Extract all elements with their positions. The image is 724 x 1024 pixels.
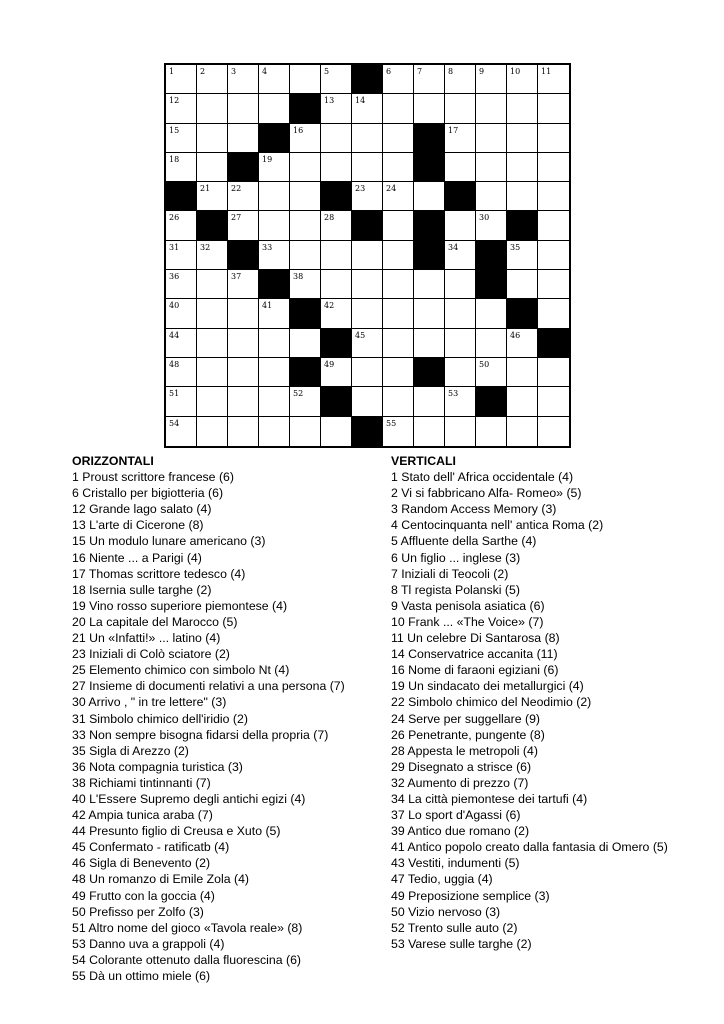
black-square bbox=[352, 65, 383, 94]
black-square bbox=[197, 211, 228, 240]
crossword-cell[interactable] bbox=[383, 241, 414, 270]
crossword-cell[interactable] bbox=[290, 417, 321, 446]
crossword-cell[interactable] bbox=[352, 94, 383, 123]
cell-number: 33 bbox=[262, 242, 273, 252]
down-clue: 39 Antico due romano (2) bbox=[391, 824, 530, 839]
crossword-cell[interactable] bbox=[352, 329, 383, 358]
cell-number: 52 bbox=[293, 389, 304, 399]
cell-number: 51 bbox=[169, 389, 180, 399]
crossword-cell[interactable] bbox=[228, 417, 259, 446]
down-clue: 8 Tl regista Polanski (5) bbox=[391, 582, 520, 597]
crossword-cell[interactable] bbox=[476, 182, 507, 211]
crossword-cell[interactable] bbox=[321, 417, 352, 446]
black-square bbox=[414, 241, 445, 270]
across-clue: 23 Iniziali di Colò sciatore (2) bbox=[72, 647, 230, 662]
crossword-cell[interactable] bbox=[228, 182, 259, 211]
crossword-cell[interactable] bbox=[445, 124, 476, 153]
across-clue: 38 Richiami tintinnanti (7) bbox=[72, 775, 211, 790]
crossword-cell[interactable] bbox=[228, 329, 259, 358]
crossword-cell[interactable] bbox=[445, 241, 476, 270]
across-clue: 27 Insieme di documenti relativi a una persona (7) bbox=[72, 679, 345, 694]
cell-number: 46 bbox=[510, 330, 521, 340]
crossword-cell[interactable] bbox=[197, 270, 228, 299]
crossword-cell[interactable] bbox=[259, 211, 290, 240]
crossword-cell[interactable] bbox=[197, 94, 228, 123]
crossword-cell[interactable] bbox=[445, 387, 476, 416]
black-square bbox=[507, 211, 538, 240]
down-clue: 52 Trento sulle auto (2) bbox=[391, 920, 518, 935]
black-square bbox=[352, 211, 383, 240]
cell-number: 44 bbox=[169, 330, 180, 340]
crossword-cell[interactable] bbox=[321, 94, 352, 123]
across-clue: 46 Sigla di Benevento (2) bbox=[72, 856, 211, 871]
crossword-cell[interactable] bbox=[414, 94, 445, 123]
crossword-cell[interactable] bbox=[383, 124, 414, 153]
crossword-cell[interactable] bbox=[321, 65, 352, 94]
crossword-cell[interactable] bbox=[507, 182, 538, 211]
across-clue: 44 Presunto figlio di Creusa e Xuto (5) bbox=[72, 824, 281, 839]
crossword-cell[interactable] bbox=[197, 299, 228, 328]
crossword-cell[interactable] bbox=[259, 299, 290, 328]
down-clue: 49 Preposizione semplice (3) bbox=[391, 888, 550, 903]
crossword-cell[interactable] bbox=[445, 153, 476, 182]
black-square bbox=[228, 241, 259, 270]
cell-number: 32 bbox=[200, 242, 211, 252]
across-clue: 51 Altro nome del gioco «Tavola reale» (8) bbox=[72, 920, 303, 935]
crossword-cell[interactable] bbox=[538, 94, 569, 123]
crossword-cell[interactable] bbox=[290, 211, 321, 240]
down-clue: 24 Serve per suggellare (9) bbox=[391, 711, 541, 726]
across-clue: 1 Proust scrittore francese (6) bbox=[72, 470, 234, 485]
crossword-cell[interactable] bbox=[507, 417, 538, 446]
crossword-cell[interactable] bbox=[383, 270, 414, 299]
crossword-cell[interactable] bbox=[166, 65, 197, 94]
crossword-cell[interactable] bbox=[476, 94, 507, 123]
across-clue: 19 Vino rosso superiore piemontese (4) bbox=[72, 598, 288, 613]
cell-number: 2 bbox=[200, 67, 206, 76]
crossword-cell[interactable] bbox=[352, 124, 383, 153]
crossword-cell[interactable] bbox=[166, 153, 197, 182]
crossword-cell[interactable] bbox=[507, 153, 538, 182]
crossword-cell[interactable] bbox=[414, 387, 445, 416]
crossword-cell[interactable] bbox=[476, 211, 507, 240]
across-clue: 17 Thomas scrittore tedesco (4) bbox=[72, 566, 246, 581]
crossword-cell[interactable] bbox=[166, 358, 197, 387]
across-clue: 50 Prefisso per Zolfo (3) bbox=[72, 904, 204, 919]
cell-number: 14 bbox=[355, 96, 366, 106]
cell-number: 41 bbox=[262, 301, 273, 311]
crossword-cell[interactable] bbox=[197, 182, 228, 211]
black-square bbox=[321, 329, 352, 358]
crossword-cell[interactable] bbox=[507, 387, 538, 416]
across-clue: 15 Un modulo lunare americano (3) bbox=[72, 534, 266, 549]
down-clue: 50 Vizio nervoso (3) bbox=[391, 904, 501, 919]
crossword-cell[interactable] bbox=[538, 211, 569, 240]
black-square bbox=[414, 124, 445, 153]
cell-number: 16 bbox=[293, 125, 304, 135]
crossword-cell[interactable] bbox=[383, 329, 414, 358]
down-clue: 29 Disegnato a strisce (6) bbox=[391, 759, 532, 774]
crossword-cell[interactable] bbox=[538, 358, 569, 387]
across-clue: 21 Un «Infatti!» ... latino (4) bbox=[72, 631, 221, 646]
cell-number: 3 bbox=[231, 67, 237, 76]
crossword-cell[interactable] bbox=[352, 153, 383, 182]
cell-number: 28 bbox=[324, 213, 335, 223]
cell-number: 35 bbox=[510, 242, 521, 252]
crossword-cell[interactable] bbox=[197, 153, 228, 182]
crossword-cell[interactable] bbox=[321, 299, 352, 328]
crossword-cell[interactable] bbox=[259, 182, 290, 211]
cell-number: 8 bbox=[448, 67, 454, 76]
cell-number: 34 bbox=[448, 242, 459, 252]
cell-number: 5 bbox=[324, 67, 330, 76]
cell-number: 4 bbox=[262, 67, 268, 76]
across-clue: 20 La capitale del Marocco (5) bbox=[72, 614, 238, 629]
crossword-cell[interactable] bbox=[538, 65, 569, 94]
crossword-cell[interactable] bbox=[383, 387, 414, 416]
crossword-cell[interactable] bbox=[414, 270, 445, 299]
crossword-cell[interactable] bbox=[290, 387, 321, 416]
cell-number: 40 bbox=[169, 301, 180, 311]
black-square bbox=[414, 211, 445, 240]
across-clue: 45 Confermato - ratificatb (4) bbox=[72, 840, 230, 855]
crossword-cell[interactable] bbox=[445, 417, 476, 446]
across-clue: 18 Isernia sulle targhe (2) bbox=[72, 582, 212, 597]
across-clues bbox=[72, 453, 392, 984]
crossword-cell[interactable] bbox=[414, 65, 445, 94]
black-square bbox=[166, 182, 197, 211]
crossword-cell[interactable] bbox=[538, 270, 569, 299]
cell-number: 55 bbox=[386, 418, 397, 428]
crossword-cell[interactable] bbox=[321, 270, 352, 299]
cell-number: 1 bbox=[169, 67, 175, 76]
crossword-cell[interactable] bbox=[321, 358, 352, 387]
across-clue: 36 Nota compagnia turistica (3) bbox=[72, 759, 243, 774]
crossword-cell[interactable] bbox=[383, 182, 414, 211]
down-clue: 16 Nome di faraoni egiziani (6) bbox=[391, 663, 559, 678]
cell-number: 19 bbox=[262, 154, 273, 164]
crossword-cell[interactable] bbox=[259, 329, 290, 358]
cell-number: 36 bbox=[169, 272, 180, 282]
across-clue: 54 Colorante ottenuto dalla fluorescina (6) bbox=[72, 952, 301, 967]
down-clue: 11 Un celebre Di Santarosa (8) bbox=[391, 631, 560, 646]
crossword-cell[interactable] bbox=[383, 211, 414, 240]
cell-number: 9 bbox=[479, 67, 485, 76]
cell-number: 38 bbox=[293, 272, 304, 282]
down-clue: 32 Aumento di prezzo (7) bbox=[391, 775, 529, 790]
crossword-cell[interactable] bbox=[445, 299, 476, 328]
crossword-cell[interactable] bbox=[476, 417, 507, 446]
cell-number: 13 bbox=[324, 96, 335, 106]
across-clue: 49 Frutto con la goccia (4) bbox=[72, 888, 215, 903]
crossword-cell[interactable] bbox=[166, 94, 197, 123]
crossword-cell[interactable] bbox=[166, 387, 197, 416]
crossword-cell[interactable] bbox=[321, 211, 352, 240]
down-clue: 34 La città piemontese dei tartufi (4) bbox=[391, 791, 588, 806]
down-clue: 47 Tedio, uggia (4) bbox=[391, 872, 493, 887]
across-clue: 16 Niente ... a Parigi (4) bbox=[72, 550, 202, 565]
crossword-cell[interactable] bbox=[507, 329, 538, 358]
crossword-cell[interactable] bbox=[352, 270, 383, 299]
across-clue: 6 Cristallo per bigiotteria (6) bbox=[72, 486, 224, 501]
cell-number: 48 bbox=[169, 359, 180, 369]
black-square bbox=[476, 241, 507, 270]
black-square bbox=[476, 270, 507, 299]
crossword-cell[interactable] bbox=[290, 124, 321, 153]
black-square bbox=[352, 417, 383, 446]
down-clue: 3 Random Access Memory (3) bbox=[391, 502, 557, 517]
cell-number: 42 bbox=[324, 301, 335, 311]
crossword-cell[interactable] bbox=[538, 124, 569, 153]
cell-number: 7 bbox=[417, 67, 423, 76]
black-square bbox=[507, 299, 538, 328]
cell-number: 30 bbox=[479, 213, 490, 223]
across-clue: 53 Danno uva a grappoli (4) bbox=[72, 936, 225, 951]
cell-number: 54 bbox=[169, 418, 180, 428]
crossword-cell[interactable] bbox=[476, 329, 507, 358]
down-clues bbox=[391, 453, 721, 952]
crossword-cell[interactable] bbox=[414, 182, 445, 211]
crossword-cell[interactable] bbox=[383, 94, 414, 123]
down-clue: 28 Appesta le metropoli (4) bbox=[391, 743, 538, 758]
crossword-cell[interactable] bbox=[228, 270, 259, 299]
crossword-cell[interactable] bbox=[166, 124, 197, 153]
cell-number: 15 bbox=[169, 125, 180, 135]
down-clue: 26 Penetrante, pungente (8) bbox=[391, 727, 545, 742]
across-clue: 30 Arrivo , " in tre lettere" (3) bbox=[72, 695, 227, 710]
cell-number: 53 bbox=[448, 389, 459, 399]
crossword-cell[interactable] bbox=[445, 211, 476, 240]
crossword-grid bbox=[164, 63, 571, 448]
down-clue: 5 Affluente della Sarthe (4) bbox=[391, 534, 537, 549]
cell-number: 26 bbox=[169, 213, 180, 223]
across-clue: 33 Non sempre bisogna fidarsi della propria (7) bbox=[72, 727, 329, 742]
black-square bbox=[445, 182, 476, 211]
cell-number: 22 bbox=[231, 184, 242, 194]
crossword-cell[interactable] bbox=[166, 417, 197, 446]
down-clue: 19 Un sindacato dei metallurgici (4) bbox=[391, 679, 584, 694]
crossword-cell[interactable] bbox=[197, 417, 228, 446]
crossword-cell[interactable] bbox=[290, 182, 321, 211]
crossword-cell[interactable] bbox=[538, 387, 569, 416]
crossword-cell[interactable] bbox=[228, 387, 259, 416]
down-clue: 43 Vestiti, indumenti (5) bbox=[391, 856, 520, 871]
crossword-cell[interactable] bbox=[383, 65, 414, 94]
crossword-cell[interactable] bbox=[197, 329, 228, 358]
crossword-cell[interactable] bbox=[166, 211, 197, 240]
black-square bbox=[228, 153, 259, 182]
down-clue: 7 Iniziali di Teocoli (2) bbox=[391, 566, 509, 581]
down-clue: 14 Conservatrice accanita (11) bbox=[391, 647, 558, 662]
crossword-cell[interactable] bbox=[507, 124, 538, 153]
crossword-cell[interactable] bbox=[228, 299, 259, 328]
black-square bbox=[290, 358, 321, 387]
crossword-cell[interactable] bbox=[445, 329, 476, 358]
crossword-cell[interactable] bbox=[507, 358, 538, 387]
crossword-cell[interactable] bbox=[538, 417, 569, 446]
crossword-cell[interactable] bbox=[352, 241, 383, 270]
crossword-cell[interactable] bbox=[259, 387, 290, 416]
crossword-cell[interactable] bbox=[445, 270, 476, 299]
crossword-cell[interactable] bbox=[507, 270, 538, 299]
crossword-cell[interactable] bbox=[414, 329, 445, 358]
crossword-cell[interactable] bbox=[228, 94, 259, 123]
cell-number: 18 bbox=[169, 154, 180, 164]
down-clue-list bbox=[391, 469, 721, 952]
across-clue-list bbox=[72, 469, 392, 984]
crossword-cell[interactable] bbox=[476, 65, 507, 94]
cell-number: 24 bbox=[386, 184, 397, 194]
cell-number: 12 bbox=[169, 96, 180, 106]
cell-number: 21 bbox=[200, 184, 211, 194]
crossword-cell[interactable] bbox=[259, 65, 290, 94]
crossword-cell[interactable] bbox=[197, 387, 228, 416]
crossword-cell[interactable] bbox=[476, 124, 507, 153]
across-clue: 55 Dà un ottimo miele (6) bbox=[72, 969, 211, 983]
crossword-cell[interactable] bbox=[352, 358, 383, 387]
down-clue: 4 Centocinquanta nell' antica Roma (2) bbox=[391, 518, 604, 533]
cell-number: 11 bbox=[541, 67, 552, 76]
black-square bbox=[476, 387, 507, 416]
crossword-cell[interactable] bbox=[197, 124, 228, 153]
across-title: ORIZZONTALI bbox=[72, 454, 154, 468]
crossword-cell[interactable] bbox=[259, 417, 290, 446]
down-clue: 10 Frank ... «The Voice» (7) bbox=[391, 614, 544, 629]
cell-number: 17 bbox=[448, 125, 459, 135]
crossword-cell[interactable] bbox=[414, 299, 445, 328]
crossword-cell[interactable] bbox=[197, 241, 228, 270]
black-square bbox=[290, 94, 321, 123]
cell-number: 37 bbox=[231, 272, 242, 282]
crossword-cell[interactable] bbox=[197, 65, 228, 94]
cell-number: 6 bbox=[386, 67, 392, 76]
across-clue: 42 Ampia tunica araba (7) bbox=[72, 808, 213, 823]
crossword-cell[interactable] bbox=[352, 182, 383, 211]
across-clue: 12 Grande lago salato (4) bbox=[72, 502, 212, 517]
crossword-cell[interactable] bbox=[228, 211, 259, 240]
black-square bbox=[321, 387, 352, 416]
down-clue: 22 Simbolo chimico del Neodimio (2) bbox=[391, 695, 592, 710]
crossword-cell[interactable] bbox=[259, 241, 290, 270]
crossword-cell[interactable] bbox=[445, 65, 476, 94]
crossword-cell[interactable] bbox=[445, 358, 476, 387]
black-square bbox=[321, 182, 352, 211]
crossword-cell[interactable] bbox=[507, 94, 538, 123]
down-clue: 2 Vi si fabbricano Alfa- Romeo» (5) bbox=[391, 486, 582, 501]
cell-number: 23 bbox=[355, 184, 366, 194]
crossword-cell[interactable] bbox=[321, 241, 352, 270]
crossword-cell[interactable] bbox=[383, 299, 414, 328]
crossword-cell[interactable] bbox=[259, 153, 290, 182]
crossword-cell[interactable] bbox=[166, 329, 197, 358]
crossword-cell[interactable] bbox=[445, 94, 476, 123]
crossword-cell[interactable] bbox=[228, 65, 259, 94]
crossword-cell[interactable] bbox=[321, 124, 352, 153]
crossword-cell[interactable] bbox=[290, 153, 321, 182]
down-clue: 53 Varese sulle targhe (2) bbox=[391, 936, 532, 951]
crossword-cell[interactable] bbox=[197, 358, 228, 387]
cell-number: 10 bbox=[510, 67, 521, 76]
crossword-cell[interactable] bbox=[228, 124, 259, 153]
crossword-cell[interactable] bbox=[538, 241, 569, 270]
crossword-cell[interactable] bbox=[507, 241, 538, 270]
crossword-cell[interactable] bbox=[259, 94, 290, 123]
crossword-cell[interactable] bbox=[476, 153, 507, 182]
across-clue: 31 Simbolo chimico dell'iridio (2) bbox=[72, 711, 248, 726]
crossword-cell[interactable] bbox=[228, 358, 259, 387]
crossword-cell[interactable] bbox=[352, 387, 383, 416]
across-clue: 48 Un romanzo di Emile Zola (4) bbox=[72, 872, 250, 887]
crossword-cell[interactable] bbox=[290, 329, 321, 358]
down-clue: 1 Stato dell' Africa occidentale (4) bbox=[391, 470, 574, 485]
across-clue: 35 Sigla di Arezzo (2) bbox=[72, 743, 189, 758]
black-square bbox=[259, 124, 290, 153]
crossword-cell[interactable] bbox=[352, 299, 383, 328]
down-clue: 37 Lo sport d'Agassi (6) bbox=[391, 808, 521, 823]
across-clue: 40 L'Essere Supremo degli antichi egizi (4) bbox=[72, 791, 306, 806]
crossword-cell[interactable] bbox=[476, 358, 507, 387]
crossword-cell[interactable] bbox=[290, 270, 321, 299]
black-square bbox=[290, 299, 321, 328]
crossword-cell[interactable] bbox=[166, 270, 197, 299]
cell-number: 50 bbox=[479, 359, 490, 369]
crossword-cell[interactable] bbox=[383, 417, 414, 446]
cell-number: 49 bbox=[324, 359, 335, 369]
crossword-cell[interactable] bbox=[538, 182, 569, 211]
down-title: VERTICALI bbox=[391, 454, 456, 468]
black-square bbox=[538, 329, 569, 358]
crossword-cell[interactable] bbox=[383, 358, 414, 387]
black-square bbox=[414, 153, 445, 182]
down-clue: 9 Vasta penisola asiatica (6) bbox=[391, 598, 545, 613]
black-square bbox=[259, 270, 290, 299]
crossword-cell[interactable] bbox=[259, 358, 290, 387]
crossword-cell[interactable] bbox=[321, 153, 352, 182]
crossword-cell[interactable] bbox=[476, 299, 507, 328]
down-clue: 6 Un figlio ... inglese (3) bbox=[391, 550, 521, 565]
crossword-cell[interactable] bbox=[383, 153, 414, 182]
black-square bbox=[414, 358, 445, 387]
cell-number: 27 bbox=[231, 213, 242, 223]
crossword-cell[interactable] bbox=[290, 65, 321, 94]
crossword-cell[interactable] bbox=[538, 153, 569, 182]
crossword-cell[interactable] bbox=[507, 65, 538, 94]
crossword-cell[interactable] bbox=[414, 417, 445, 446]
crossword-cell[interactable] bbox=[290, 241, 321, 270]
crossword-cell[interactable] bbox=[166, 299, 197, 328]
across-clue: 25 Elemento chimico con simbolo Nt (4) bbox=[72, 663, 290, 678]
cell-number: 45 bbox=[355, 330, 366, 340]
across-clue: 13 L'arte di Cicerone (8) bbox=[72, 518, 204, 533]
crossword-cell[interactable] bbox=[538, 299, 569, 328]
cell-number: 31 bbox=[169, 242, 180, 252]
crossword-cell[interactable] bbox=[166, 241, 197, 270]
down-clue: 41 Antico popolo creato dalla fantasia di Omero (5) bbox=[391, 840, 668, 855]
